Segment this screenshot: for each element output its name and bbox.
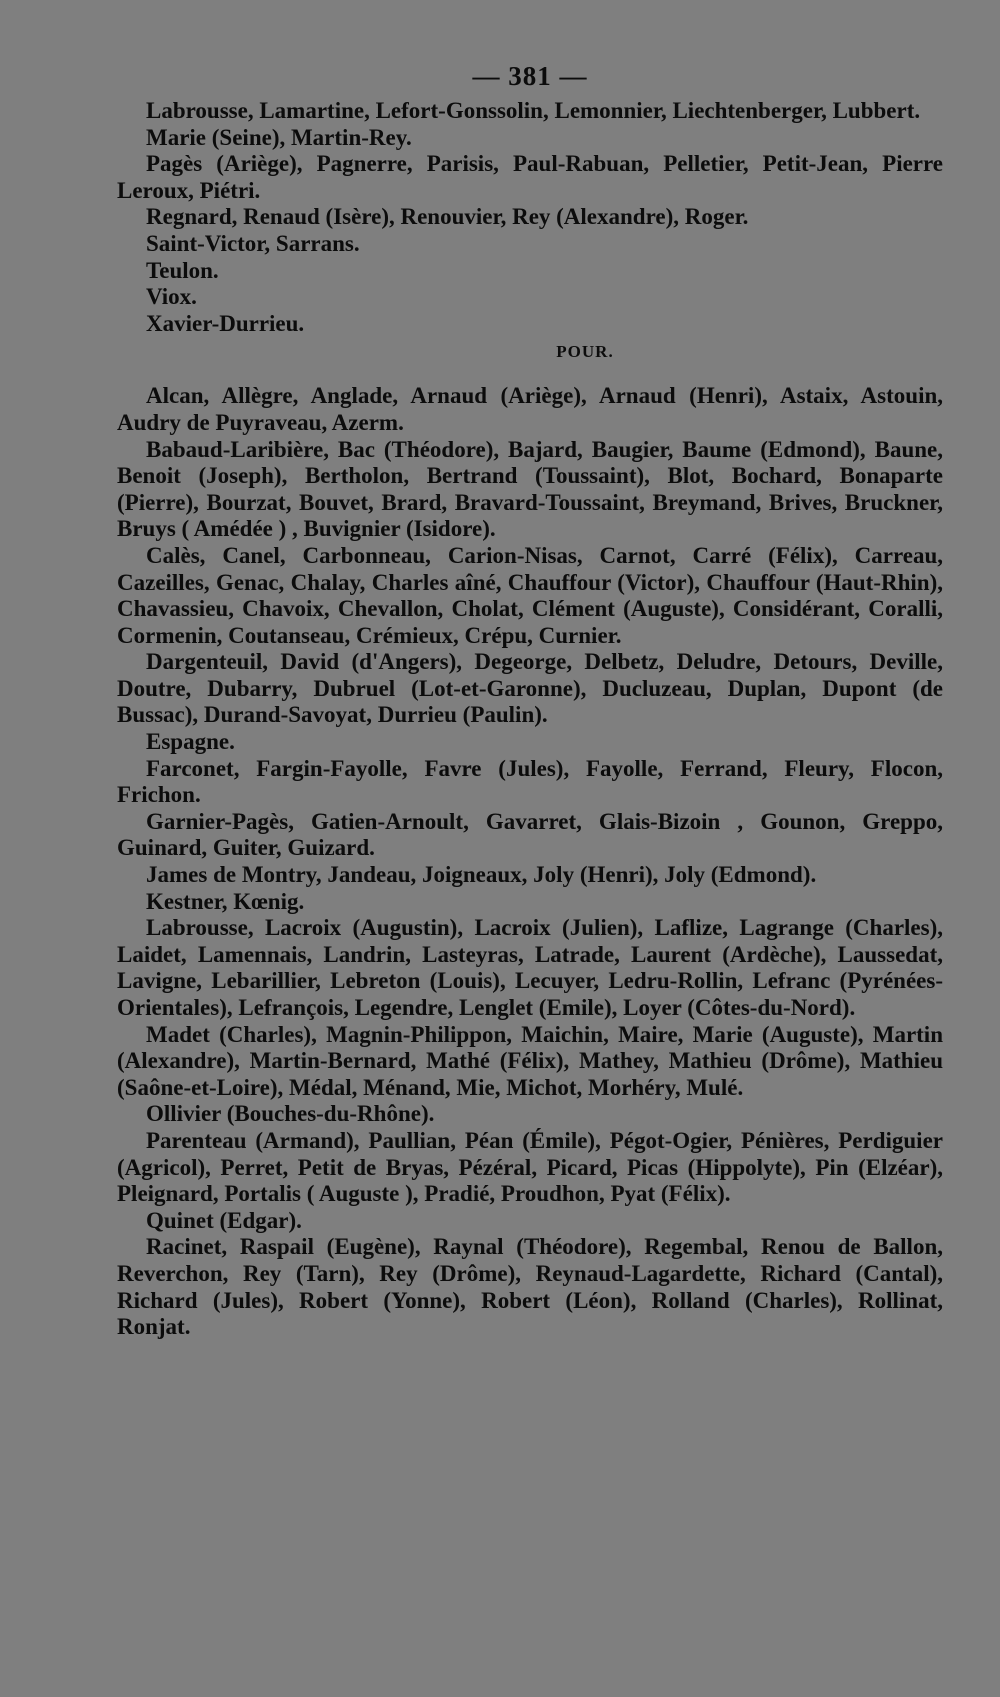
list-paragraph: Espagne. xyxy=(146,729,235,755)
list-paragraph: Teulon. xyxy=(146,257,219,283)
document-page xyxy=(117,56,943,1341)
list-paragraph: Kestner, Kœnig. xyxy=(146,888,305,914)
section-heading: POUR. xyxy=(556,342,614,362)
list-paragraph: Dargenteuil, David (d'Angers), Degeorge, Delbetz, Deludre, Detours, Deville, Doutre, Dubarry, Dubruel (Lot-et-Garonne), Ducluzeau, Duplan, Dupont (de Bussac), Durand-Savoyat, Durrieu (Paulin). xyxy=(117,649,943,728)
list-paragraph: Regnard, Renaud (Isère), Renouvier, Rey (Alexandre), Roger. xyxy=(146,204,749,230)
list-paragraph: Labrousse, Lamartine, Lefort-Gonssolin, Lemonnier, Liechtenberger, Lubbert. xyxy=(146,98,921,123)
list-paragraph: Viox. xyxy=(146,284,197,310)
list-paragraph: Labrousse, Lacroix (Augustin), Lacroix (Julien), Laflize, Lagrange (Charles), Laidet, Lamennais, Landrin, Lasteyras, Latrade, Laurent (Ardèche), Laussedat, Lavigne, Lebarillier, Lebreton (Louis), Lecuyer, Ledru-Rollin, Lefranc (Pyrénées-Orientales), Lefrançois, Legendre, Lenglet (Emile), Loyer (Côtes-du-Nord). xyxy=(117,915,943,1020)
list-paragraph: Calès, Canel, Carbonneau, Carion-Nisas, Carnot, Carré (Félix), Carreau, Cazeilles, Genac, Chalay, Charles aîné, Chauffour (Victor), Chauffour (Haut-Rhin), Chavassieu, Chavoix, Chevallon, Cholat, Clément (Auguste), Considérant, Coralli, Cormenin, Coutanseau, Crémieux, Crépu, Curnier. xyxy=(117,542,943,648)
list-paragraph: Saint-Victor, Sarrans. xyxy=(146,230,360,256)
list-paragraph: Alcan, Allègre, Anglade, Arnaud (Ariège), Arnaud (Henri), Astaix, Astouin, Audry de Puyraveau, Azerm. xyxy=(117,383,943,435)
list-paragraph: Ollivier (Bouches-du-Rhône). xyxy=(146,1101,435,1127)
list-paragraph: Xavier-Durrieu. xyxy=(146,310,305,336)
list-paragraph: Babaud-Laribière, Bac (Théodore), Bajard, Baugier, Baume (Edmond), Baune, Benoit (Joseph), Bertholon, Bertrand (Toussaint), Blot, Bochard, Bonaparte (Pierre), Bourzat, Bouvet, Brard, Bravard-Toussaint, Breymand, Brives, Bruckner, Bruys ( Amédée ) , Buvignier (Isidore). xyxy=(117,436,943,542)
list-paragraph: Pagès (Ariège), Pagnerre, Parisis, Paul-Rabuan, Pelletier, Petit-Jean, Pierre Leroux, Piétri. xyxy=(117,151,943,203)
list-paragraph: Quinet (Edgar). xyxy=(146,1207,302,1233)
list-paragraph: Farconet, Fargin-Fayolle, Favre (Jules), Fayolle, Ferrand, Fleury, Flocon, Frichon. xyxy=(117,755,943,808)
name-list-first xyxy=(117,98,943,337)
name-list-pour xyxy=(117,383,943,1340)
list-paragraph: Madet (Charles), Magnin-Philippon, Maichin, Maire, Marie (Auguste), Martin (Alexandre), Martin-Bernard, Mathé (Félix), Mathey, Mathieu (Drôme), Mathieu (Saône-et-Loire), Médal, Ménand, Mie, Michot, Morhéry, Mulé. xyxy=(117,1021,943,1100)
list-paragraph: Marie (Seine), Martin-Rey. xyxy=(146,124,412,150)
list-paragraph: Parenteau (Armand), Paullian, Péan (Émile), Pégot-Ogier, Pénières, Perdiguier (Agricol), Perret, Petit de Bryas, Pézéral, Picard, Picas (Hippolyte), Pin (Elzéar), Pleignard, Portalis ( Auguste ), Pradié, Proudhon, Pyat (Félix). xyxy=(117,1127,943,1207)
list-paragraph: Racinet, Raspail (Eugène), Raynal (Théodore), Regembal, Renou de Ballon, Reverchon, Rey (Tarn), Rey (Drôme), Reynaud-Lagardette, Richard (Cantal), Richard (Jules), Robert (Yonne), Robert (Léon), Rolland (Charles), Rollinat, Ronjat. xyxy=(117,1234,943,1340)
page-number: — 381 — xyxy=(472,61,588,91)
list-paragraph: James de Montry, Jandeau, Joigneaux, Joly (Henri), Joly (Edmond). xyxy=(146,862,817,888)
list-paragraph: Garnier-Pagès, Gatien-Arnoult, Gavarret, Glais-Bizoin , Gounon, Greppo, Guinard, Guiter, Guizard. xyxy=(117,808,943,861)
